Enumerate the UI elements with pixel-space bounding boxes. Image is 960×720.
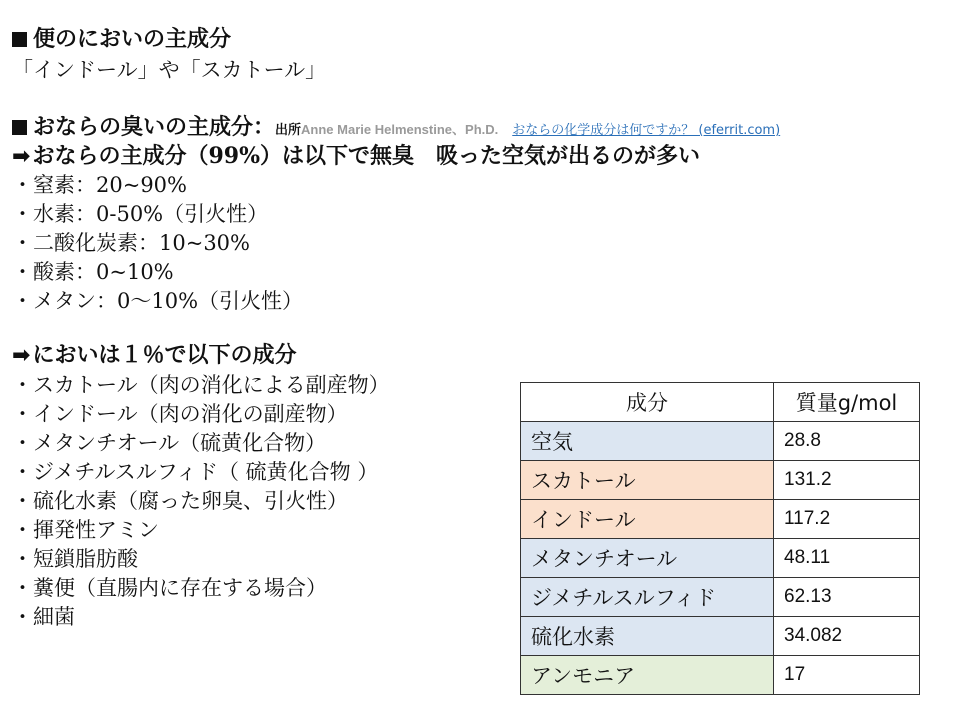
section-heading-stool-odor (12, 26, 231, 54)
table-row (521, 500, 920, 539)
molar-mass: 48.11 (774, 539, 920, 578)
table-row (521, 617, 920, 656)
list-item (12, 229, 303, 258)
list-item: ・細菌 (12, 605, 75, 629)
molar-mass: 62.13 (774, 578, 920, 617)
item-name: ・二酸化炭素： (12, 231, 159, 255)
right-arrow-icon: ➡ (12, 144, 31, 169)
table-row (521, 539, 920, 578)
list-item: ・揮発性アミン (12, 518, 159, 542)
table-row (521, 656, 920, 695)
subheading-prefix: おならの主成分（ (32, 144, 209, 169)
table-row (521, 578, 920, 617)
table-header-row (521, 383, 920, 422)
list-item (12, 287, 303, 316)
heading-text: 便のにおいの主成分 (33, 27, 232, 52)
odor-component-list (12, 371, 390, 632)
component-name: 硫化水素 (521, 617, 774, 656)
list-item: ・スカトール（肉の消化による副産物） (12, 373, 390, 397)
list-item: ・メタンチオール（硫黄化合物） (12, 431, 327, 455)
component-name: ジメチルスルフィド (521, 578, 774, 617)
item-range: 20~90% (96, 173, 187, 197)
molar-mass: 131.2 (774, 461, 920, 500)
subheading-suffix: ）は以下で無臭 吸った空気が出るのが多い (259, 144, 700, 169)
molar-mass: 34.082 (774, 617, 920, 656)
list-item (12, 171, 303, 200)
table-row (521, 422, 920, 461)
source-label: 出所 (275, 123, 302, 138)
fart-main-components-subheading (12, 142, 700, 171)
source-link[interactable]: おならの化学成分は何ですか？ (eferrit.com) (512, 123, 781, 138)
list-item: ・硫化水素（腐った卵臭、引火性） (12, 489, 348, 513)
molar-mass: 17 (774, 656, 920, 695)
list-item (12, 200, 303, 229)
source-author: Anne Marie Helmenstine、Ph.D. (301, 122, 499, 137)
item-name: ・水素： (12, 202, 96, 226)
fart-component-list (12, 171, 303, 316)
component-name: アンモニア (521, 656, 774, 695)
section-heading-fart-odor (12, 114, 780, 145)
molar-mass: 28.8 (774, 422, 920, 461)
molar-mass: 117.2 (774, 500, 920, 539)
column-header-mass: 質量g/mol (774, 383, 920, 422)
list-item: ・ジメチルスルフィド（ 硫黄化合物 ） (12, 460, 379, 484)
list-item: ・糞便（直腸内に存在する場合） (12, 576, 327, 600)
item-note: （引火性） (163, 202, 269, 226)
square-bullet-icon (12, 120, 27, 135)
component-name: 空気 (521, 422, 774, 461)
item-range: 10~30% (159, 231, 250, 255)
odor-components-subheading (12, 342, 296, 370)
molar-mass-table (520, 382, 920, 695)
subheading-percent: 99% (208, 143, 260, 169)
component-name: インドール (521, 500, 774, 539)
table-row (521, 461, 920, 500)
list-item: ・インドール（肉の消化の副産物） (12, 402, 348, 426)
heading-text: おならの臭いの主成分： (33, 115, 276, 140)
square-bullet-icon (12, 32, 27, 47)
section-body-stool-odor: 「インドール」や「スカトール」 (12, 58, 327, 82)
list-item: ・短鎖脂肪酸 (12, 547, 138, 571)
right-arrow-icon: ➡ (12, 343, 31, 368)
component-name: スカトール (521, 461, 774, 500)
component-name: メタンチオール (521, 539, 774, 578)
subheading-text: においは１％で以下の成分 (32, 343, 297, 368)
item-note: （引火性） (198, 289, 304, 313)
column-header-component: 成分 (521, 383, 774, 422)
item-range: 0-50% (96, 202, 164, 226)
item-name: ・酸素： (12, 260, 96, 284)
item-name: ・窒素： (12, 173, 96, 197)
item-range: 0〜10% (117, 289, 199, 313)
item-range: 0~10% (96, 260, 174, 284)
list-item (12, 258, 303, 287)
item-name: ・メタン： (12, 289, 117, 313)
